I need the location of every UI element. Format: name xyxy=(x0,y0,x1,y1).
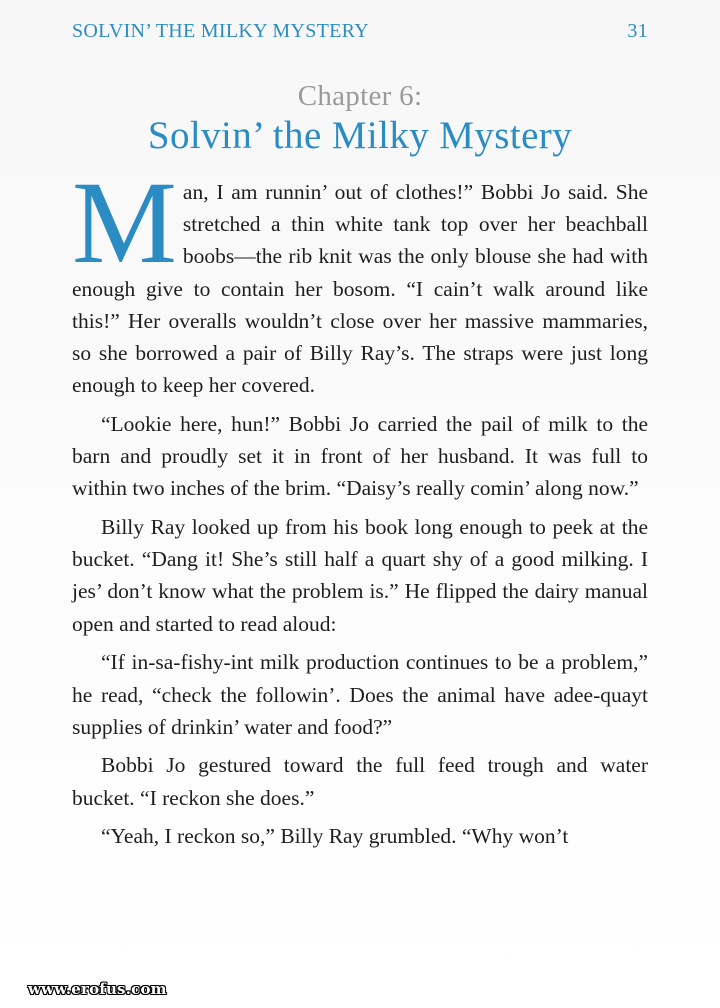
drop-cap: M xyxy=(72,157,177,288)
body-text xyxy=(72,157,648,859)
running-head xyxy=(72,20,648,46)
watermark: www.erofus.com xyxy=(28,980,167,998)
paragraph-3: Billy Ray looked up from his book long enough to peek at the bucket. “Dang it! She’s still half a quart shy of a good milking. I jes’ don’t know what the problem is.” He flipped the dairy manual open and started to read aloud: xyxy=(72,515,648,636)
chapter-number: Chapter 6: xyxy=(297,80,423,112)
paragraph-1-text: an, I am runnin’ out of clothes!” Bobbi Jo said. She stretched a thin white tank top over her beachball boobs—the rib knit was the only blouse she had with enough give to contain her bosom. “I cain’t walk around like this!” Her overalls wouldn’t close over her massive mammaries, so she borrowed a pair of Billy Ray’s. The straps were just long enough to keep her covered. xyxy=(72,180,648,398)
paragraph-6: “Yeah, I reckon so,” Billy Ray grumbled. “Why won’t xyxy=(101,824,569,849)
paragraph-2: “Lookie here, hun!” Bobbi Jo carried the pail of milk to the barn and proudly set it in front of her husband. It was full to within two inches of the brim. “Daisy’s really comin’ along now.” xyxy=(72,411,648,501)
paragraph-1 xyxy=(72,157,648,401)
paragraph-5: Bobbi Jo gestured toward the full feed trough and water bucket. “I reckon she does.” xyxy=(72,753,648,810)
chapter-title: Solvin’ the Milky Mystery xyxy=(147,114,573,157)
running-title: SOLVIN’ THE MILKY MYSTERY xyxy=(72,20,369,42)
paragraph-4: “If in-sa-fishy-int milk production continues to be a problem,” he read, “check the followin’. Does the animal have adee-quayt supplies of drinkin’ water and food?” xyxy=(72,650,648,739)
page-number: 31 xyxy=(627,20,648,42)
